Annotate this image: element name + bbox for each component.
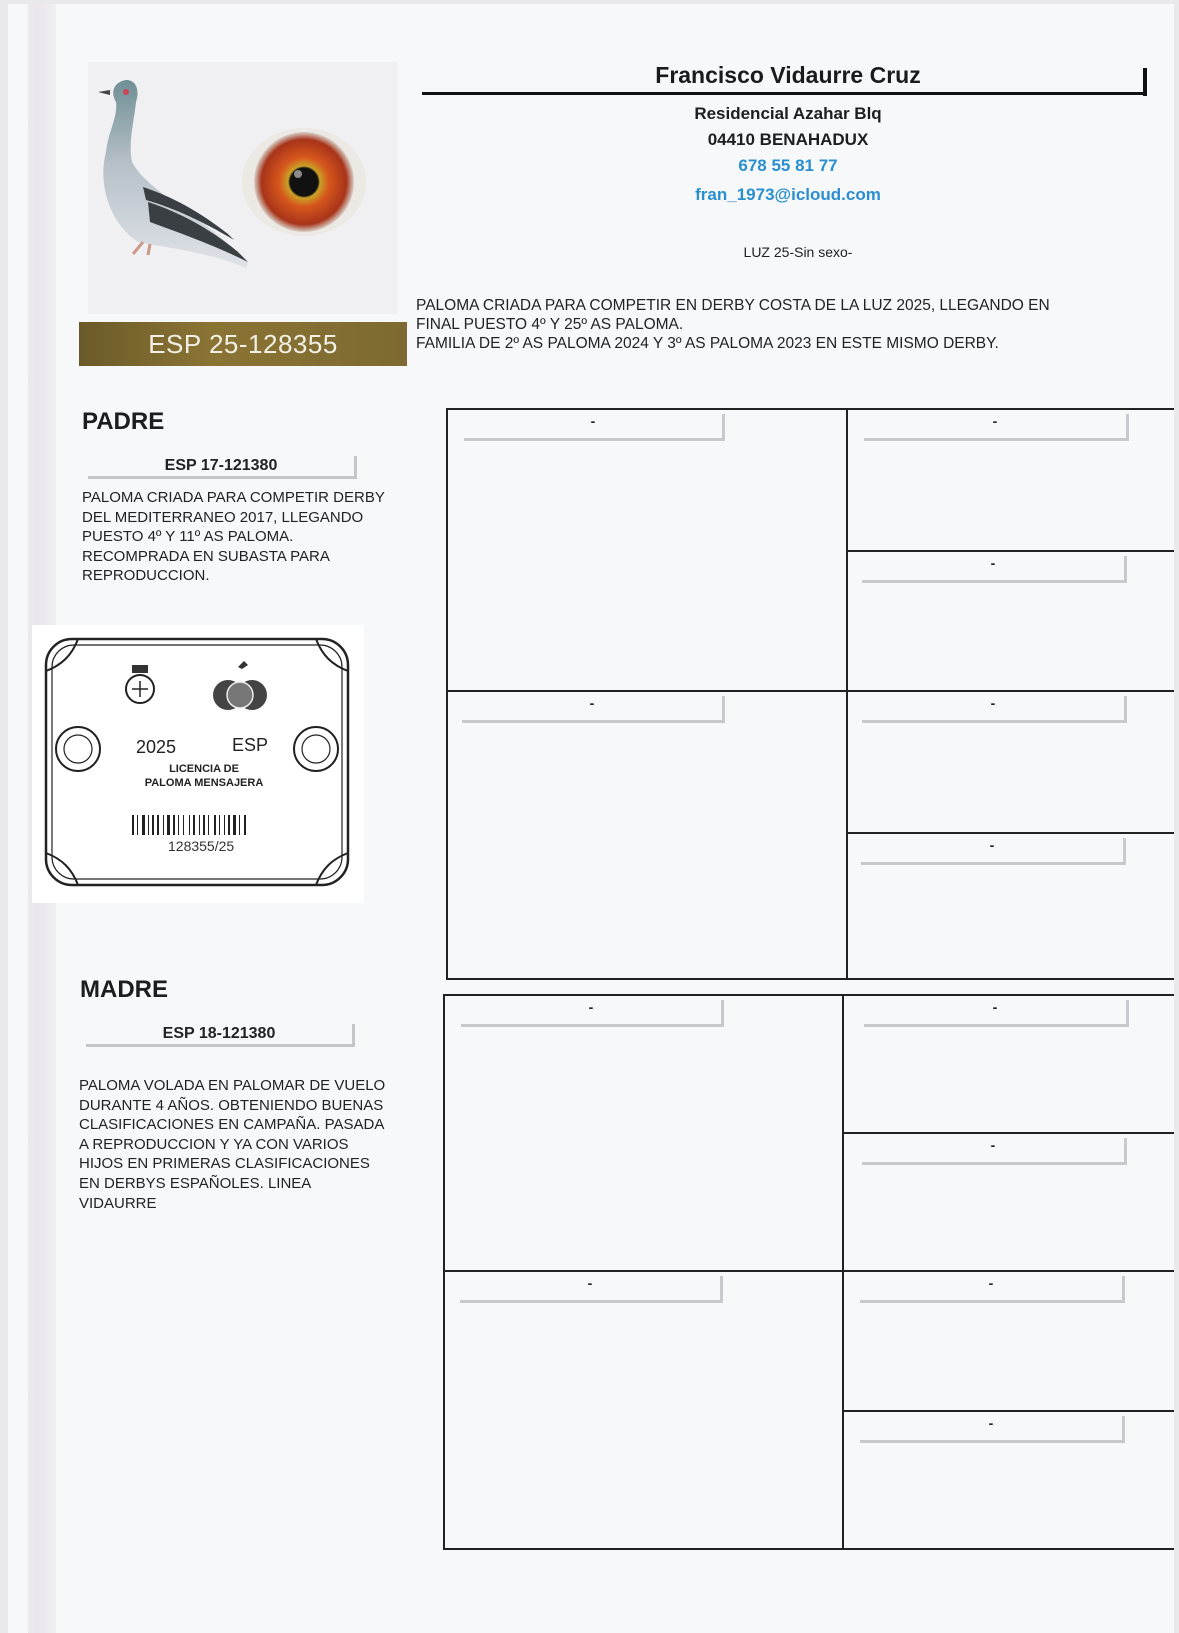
license-country: ESP	[232, 735, 269, 755]
grid-divider	[848, 832, 1174, 834]
header-rule-end	[1143, 68, 1147, 96]
bird-subtitle: LUZ 25-Sin sexo-	[743, 244, 853, 260]
pedigree-slot-gg-8: -	[860, 1416, 1125, 1443]
license-frame	[32, 625, 364, 903]
grid-divider	[844, 1132, 1174, 1134]
license-title-line1: LICENCIA DE	[169, 763, 239, 775]
bird-description: PALOMA CRIADA PARA COMPETIR EN DERBY COSTA DE LA LUZ 2025, LLEGANDO EN FINAL PUESTO 4º Y 25º AS PALOMA. FAMILIA DE 2º AS PALOMA 2024 Y 3º AS PALOMA 2023 EN ESTE MISMO DERBY.	[416, 297, 1050, 352]
pedigree-slot-gg-4: -	[861, 838, 1126, 865]
grid-divider	[844, 1410, 1174, 1412]
bird-ring-banner	[79, 322, 407, 366]
padre-title: PADRE	[82, 408, 165, 435]
madre-ring-box	[86, 1024, 355, 1047]
pedigree-grid-father	[446, 408, 1174, 980]
pedigree-slot-grandsire-madre: -	[461, 1000, 724, 1027]
madre-ring-number: ESP 18-121380	[162, 1025, 276, 1042]
grid-divider	[443, 1270, 1174, 1272]
grid-divider	[848, 550, 1174, 552]
license-year: 2025	[136, 737, 177, 757]
license-card	[32, 625, 364, 903]
federation-logo-icon	[213, 661, 267, 710]
header-rule	[422, 92, 1146, 95]
license-number: 128355/25	[168, 838, 235, 854]
pedigree-grid-mother	[443, 994, 1174, 1550]
pedigree-slot-gg-1: -	[864, 414, 1129, 441]
padre-ring-number: ESP 17-121380	[164, 457, 278, 474]
pedigree-slot-gg-3: -	[862, 696, 1127, 723]
pedigree-slot-gg-2: -	[862, 556, 1127, 583]
pedigree-slot-granddam-madre: -	[460, 1276, 723, 1303]
barcode	[132, 815, 246, 835]
owner-name: Francisco Vidaurre Cruz	[655, 62, 921, 88]
pedigree-slot-granddam-padre: -	[462, 696, 725, 723]
pedigree-slot-gg-6: -	[862, 1138, 1127, 1165]
pedigree-slot-gg-7: -	[860, 1276, 1125, 1303]
owner-address-line2: 04410 BENAHADUX	[707, 130, 869, 149]
bird-ring-number: ESP 25-128355	[148, 329, 338, 359]
pigeon-photo	[88, 62, 398, 314]
grid-divider	[446, 690, 1174, 692]
owner-phone[interactable]: 678 55 81 77	[738, 156, 838, 175]
madre-title: MADRE	[80, 976, 168, 1003]
grid-divider	[846, 408, 848, 978]
license-title-line2: PALOMA MENSAJERA	[144, 777, 264, 789]
owner-address-line1: Residencial Azahar Blq	[694, 104, 882, 123]
padre-ring-box	[88, 456, 357, 479]
owner-email[interactable]: fran_1973@icloud.com	[695, 185, 881, 204]
pedigree-slot-gg-5: -	[864, 1000, 1129, 1027]
padre-description: PALOMA CRIADA PARA COMPETIR DERBY DEL MEDITERRANEO 2017, LLEGANDO PUESTO 4º Y 11º AS PALOMA. RECOMPRADA EN SUBASTA PARA REPRODUCCION.	[82, 489, 385, 585]
crown-crest-icon	[126, 665, 154, 703]
madre-description: PALOMA VOLADA EN PALOMAR DE VUELO DURANTE 4 AÑOS. OBTENIENDO BUENAS CLASIFICACIONES EN CAMPAÑA. PASADA A REPRODUCCION Y YA CON VARIOS HIJOS EN PRIMERAS CLASIFICACIONES EN DERBYS ESPAÑOLES. LINEA VIDAURRE	[79, 1077, 386, 1212]
pedigree-slot-grandsire-padre: -	[464, 414, 725, 441]
pigeon-and-eye-image	[88, 62, 398, 314]
pedigree-page	[8, 4, 1174, 1633]
